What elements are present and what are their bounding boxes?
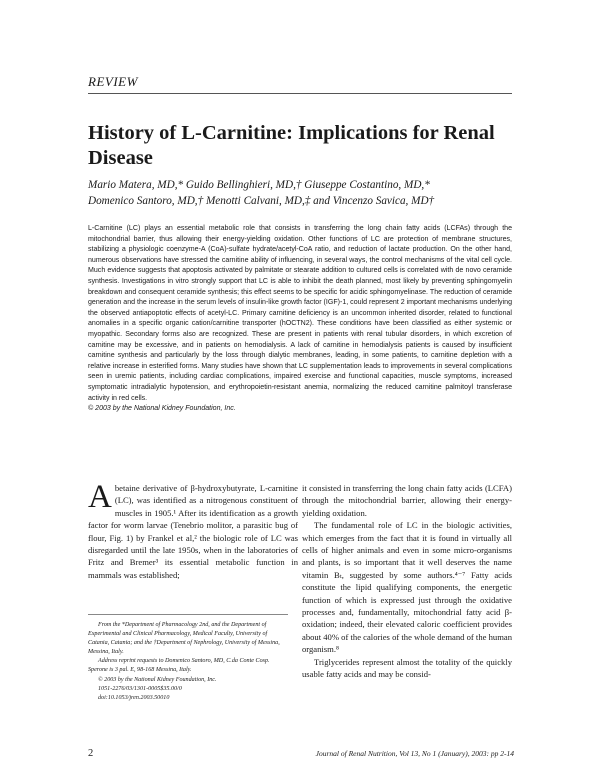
author-line: Domenico Santoro, MD,† Menotti Calvani, MD,‡ and Vincenzo Savica, MD† — [88, 195, 435, 207]
abstract — [88, 224, 512, 415]
abstract-copyright: © 2003 by the National Kidney Foundation, Inc. — [88, 405, 236, 413]
author-line: Mario Matera, MD,* Guido Bellinghieri, MD,† Giuseppe Costantino, MD,* — [88, 179, 430, 191]
body-column-left — [88, 479, 298, 581]
abstract-text: L-Carnitine (LC) plays an essential metabolic role that consists in transferring the long chain fatty acids (LCFAs) through the mitochondrial barrier, thus allowing their energy-yielding oxidation. Other functions of LC are protection of membrane structures, stabilizing a physiologic coenzyme-A (CoA)-sulfate hydrate/acetyl-CoA ratio, and reduction of lactate production. On the other hand, numerous observations have stressed the carnitine ability of influencing, in several ways, the control mechanisms of the vital cell cycle. Much evidence suggests that apoptosis activated by palmitate or stearate addition to cultured cells is correlated with de novo ceramide synthesis. Investigations in vitro strongly support that LC is able to inhibit the death planned, most likely by preventing sphingomyelin breakdown and consequent ceramide synthesis; this effect seems to be specific for acidic sphingomyelinase. The reduction of ceramide generation and the increase in the serum levels of insulin-like growth factor (IGF)-1, could represent 2 important mechanisms underlying the observed antiapoptotic effects of acetyl-LC. Primary carnitine deficiency is an uncommon inherited disorder, related to functional anomalies in a specific organic cation/carnitine transporter (hOCTN2). These conditions have been classified as either systemic or myopathic. Secondary forms also are recognized. These are present in patients with renal tubular disorders, in which excretion of carnitine may be excessive, and in patients on hemodialysis. A lack of carnitine in hemodialysis patients is caused by insufficient carnitine synthesis and particularly by the loss through dialytic membranes, leading, in some patients, to carnitine depletion with a relative increase in esterified forms. Many studies have shown that LC supplementation leads to improvements in several complications seen in uremic patients, including cardiac complications, impaired exercise and functional capacities, muscle symptoms, increased symptomatic intradialytic hypotension, and erythropoietin-resistant anemia, normalizing the reduced carnitine palmitoyl transferase activity in red cells. — [88, 225, 512, 402]
body-paragraph: Triglycerides represent almost the totality of the quickly usable fatty acids and may be consid- — [302, 656, 512, 680]
drop-cap: A — [88, 479, 112, 515]
affiliation-line: © 2003 by the National Kidney Foundation, Inc. — [98, 676, 217, 683]
affiliation-line: Address reprint requests to Domenico Santoro, MD, C.da Conte Cosp. Sperone is 3 pal. E, 98-168 Messina, Italy. — [88, 658, 270, 674]
affiliation-line: doi:10.1053/jren.2003.50010 — [98, 694, 170, 701]
section-label: REVIEW — [88, 74, 138, 89]
header-rule — [88, 93, 512, 94]
body-paragraph: betaine derivative of β-hydroxybutyrate, L-carnitine (LC), was identified as a nitrogenous constituent of muscles in 1905.¹ After its identification as a growth factor for worm larvae (Tenebrio molitor, a parasitic bug of flour, Fig. 1) by Frankel et al,² the biologic role of LC was disregarded until the late 1950s, when in the laboratories of Fritz and Bremer³ its essential metabolic function in mammals was established; — [88, 483, 298, 580]
author-list — [88, 177, 528, 209]
body-paragraph: it consisted in transferring the long chain fatty acids (LCFA) through the mitochondrial barrier, allowing their energy-yielding oxidation. — [302, 483, 512, 518]
journal-citation: Journal of Renal Nutrition, Vol 13, No 1 (January), 2003: pp 2-14 — [315, 749, 514, 758]
affiliation-line: 1051-2276/03/1301-0005$35.00/0 — [98, 685, 182, 692]
body-paragraph: The fundamental role of LC in the biologic activities, which emerges from the fact that it is found in virtually all cells of higher animals and even in some micro-organisms and plants, is so important that it well deserves the name vitamin Bₜ, suggested by some authors.⁴⁻⁷ Fatty acids constitute the lipid qualifying components, the energetic function of which is expressed just through the oxidative processes and, fundamentally, mitochondrial fatty acid β-oxidation; indeed, their elevated caloric coefficient provides about 40% of the calories of the whole demand of the human organism.⁸ — [302, 520, 512, 655]
affiliation-line: From the *Department of Pharmacology 2nd, and the Department of Experimental and Clinical Pharmacology, Medical Faculty, University of Catania, Catania; and the †Department of Nephrology, University of Messina, Messina, Italy. — [88, 622, 280, 656]
affiliation-footnote — [88, 621, 288, 703]
page-number: 2 — [88, 748, 94, 759]
body-column-right — [302, 482, 512, 681]
footnote-rule — [88, 614, 288, 615]
article-title: History of L-Carnitine: Implications for Renal Disease — [88, 122, 495, 169]
